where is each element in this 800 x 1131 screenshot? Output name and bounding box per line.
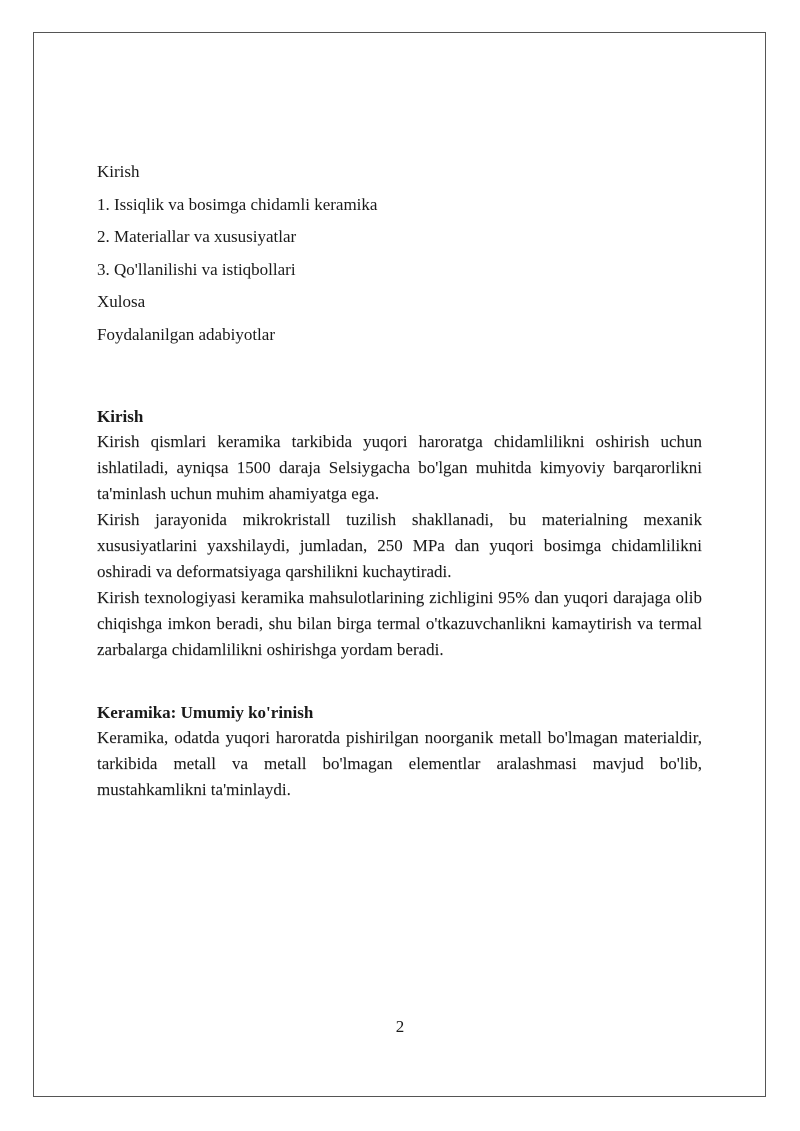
table-of-contents (97, 160, 702, 347)
toc-item-section-3: 3. Qo'llanilishi va istiqbollari (97, 259, 296, 279)
intro-paragraph-2: Kirish jarayonida mikrokristall tuzilish shakllanadi, bu materialning mexanik xususiyatlarini yaxshilaydi, jumladan, 250 MPa dan yuqori bosimga chidamlilikni oshiradi va deformatsiyaga qarshilikni kuchaytiradi. (97, 509, 702, 581)
toc-item-intro: Kirish (97, 162, 140, 181)
page-number: 2 (395, 1017, 405, 1036)
toc-item-references: Foydalanilgan adabiyotlar (97, 324, 275, 344)
toc-item-conclusion: Xulosa (97, 292, 146, 311)
intro-paragraph-1: Kirish qismlari keramika tarkibida yuqori haroratga chidamlilikni oshirish uchun ishlatiladi, ayniqsa 1500 daraja Selsiygacha bo'lgan muhitda kimyoviy barqarorlikni ta'minlash uchun muhim ahamiyatga ega. (97, 431, 702, 503)
toc-item-section-1: 1. Issiqlik va bosimga chidamli keramika (97, 194, 378, 214)
intro-paragraph-3: Kirish texnologiyasi keramika mahsulotlarining zichligini 95% dan yuqori darajaga olib chiqishga imkon beradi, shu bilan birga termal o'tkazuvchanlikni kamaytirish va termal zarbalarga chidamlilikni oshirishga yordam beradi. (97, 587, 702, 659)
intro-heading: Kirish (97, 406, 144, 426)
document-body (97, 160, 702, 803)
overview-heading: Keramika: Umumiy ko'rinish (97, 702, 314, 722)
toc-item-section-2: 2. Materiallar va xususiyatlar (97, 227, 297, 246)
overview-paragraph-1: Keramika, odatda yuqori haroratda pishirilgan noorganik metall bo'lmagan materialdir, tarkibida metall va metall bo'lmagan elementlar aralashmasi mavjud bo'lib, mustahkamlikni ta'minlaydi. (97, 727, 702, 799)
